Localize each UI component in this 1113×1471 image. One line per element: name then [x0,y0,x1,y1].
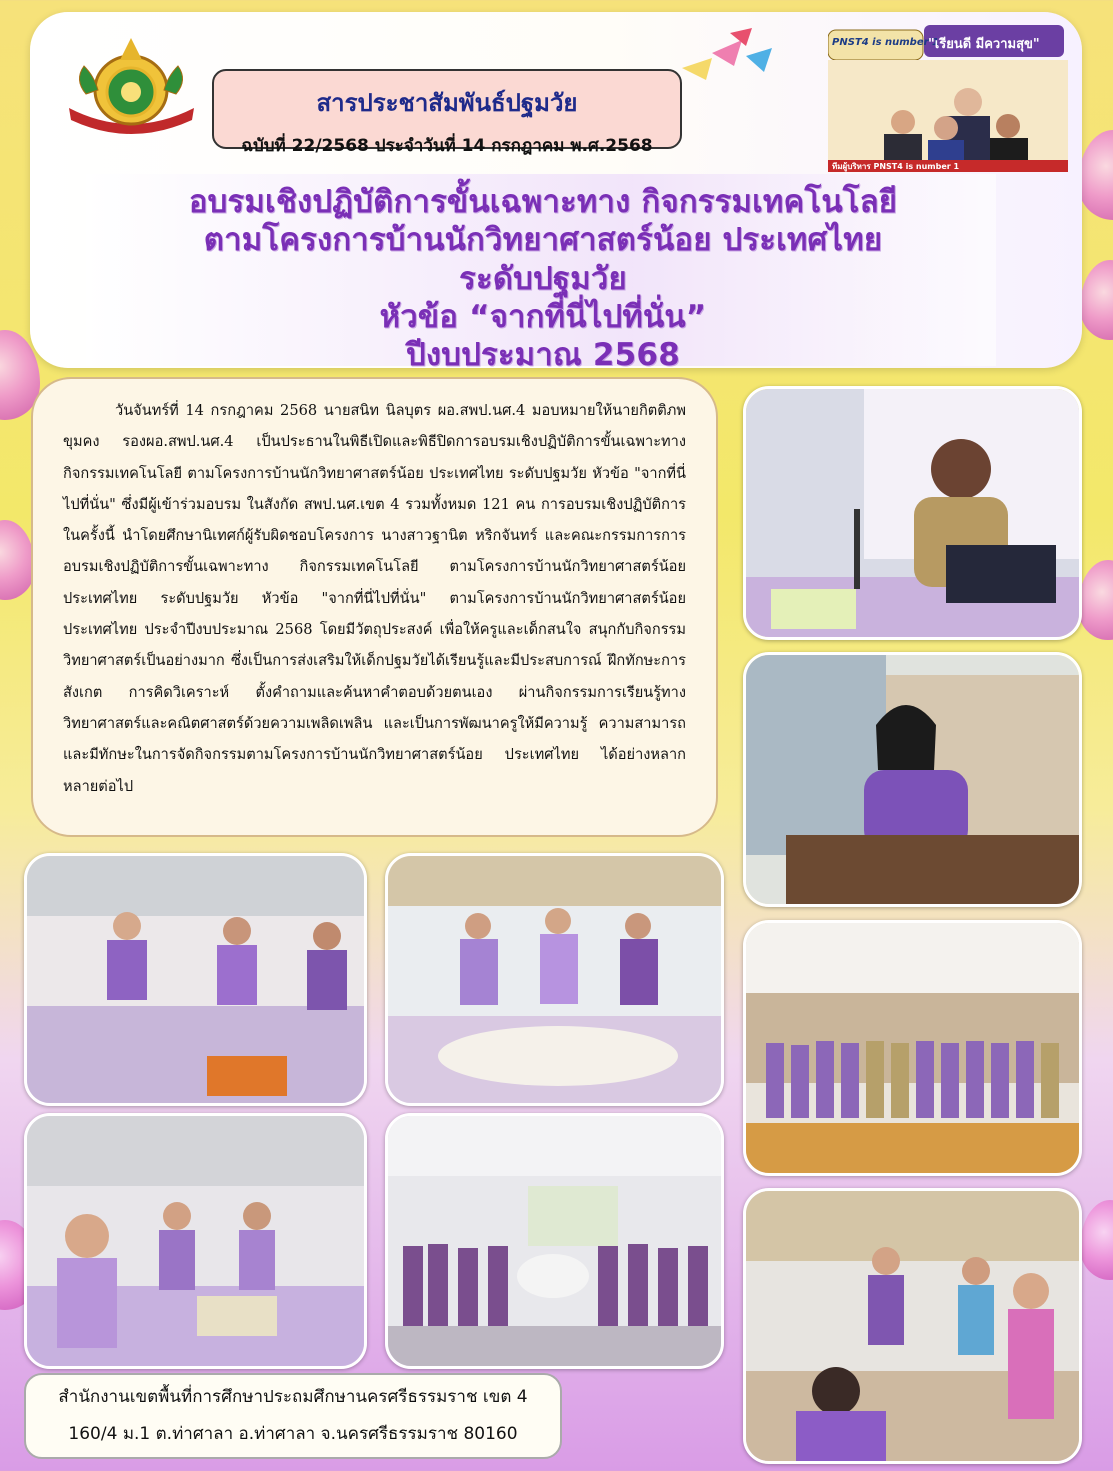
article-text: วันจันทร์ที่ 14 กรกฎาคม 2568 นายสนิท นิลบุตร ผอ.สพป.นศ.4 มอบหมายให้นายกิตติภพ ขุมคง รองผอ.สพป.นศ.4 เป็นประธานในพิธีเปิดและพิธีปิดการอบรมเชิงปฏิบัติการขั้นเฉพาะทาง กิจกรรมเทคโนโลยี ตามโครงการบ้านนักวิทยาศาสตร์น้อย ประเทศไทย ระดับปฐมวัย หัวข้อ "จากที่นี่ไปที่นั่น" ซึ่งมีผู้เข้าร่วมอบรม ในสังกัด สพป.นศ.เขต 4 รวมทั้งหมด 121 คน การอบรมเชิงปฏิบัติการในครั้งนี้ นำโดยศึกษานิเทศก์ผู้รับผิดชอบโครงการ นางสาวฐานิต หริกจันทร์ และคณะกรรมการการอบรมเชิงปฏิบัติการขั้นเฉพาะทาง กิจกรรมเทคโนโลยี ตามโครงการบ้านนักวิทยาศาสตร์น้อย ประเทศไทย ระดับปฐมวัย หัวข้อ "จากที่นี่ไปที่นั่น" ตามโครงการบ้านนักวิทยาศาสตร์น้อย ประเทศไทย ประจำปีงบประมาณ 2568 โดยมีวัตถุประสงค์ เพื่อให้ครูและเด็กสนใจ สนุกกับกิจกรรมวิทยาศาสตร์เป็นอย่างมาก ซึ่งเป็นการส่งเสริมให้เด็กปฐมวัยได้เรียนรู้และมีประสบการณ์ ฝึกทักษะการสังเกต การคิดวิเคราะห์ ตั้งคำถามและค้นหาคำตอบด้วยตนเอง ผ่านกิจกรรมการเรียนรู้ทางวิทยาศาสตร์และคณิตศาสตร์ด้วยความเพลิดเพลิน และเป็นการพัฒนาครูให้มีความรู้ ความสามารถ และมีทักษะในการจัดกิจกรรมตามโครงการบ้านนักวิทยาศาสตร์น้อย ประเทศไทย ได้อย่างหลากหลายต่อไป [31,377,718,837]
footer-office: สำนักงานเขตพื้นที่การศึกษาประถมศึกษานครศรีธรรมราช เขต 4 [58,1387,528,1407]
photo-teachers-activity-4 [743,1188,1082,1464]
photo-group-standing [743,920,1082,1176]
pnst4-banner [828,20,1068,172]
photo-teachers-activity-1 [24,853,367,1106]
newsletter-title: สารประชาสัมพันธ์ปฐมวัย [316,89,578,117]
headline-line-1: อบรมเชิงปฏิบัติการขั้นเฉพาะทาง กิจกรรมเทคโนโลยี [188,184,898,220]
pnst-text: PNST4 is number 1 [832,37,939,48]
slogan-text: "เรียนดี มีความสุข" [928,37,1040,52]
orchid-decoration [1080,260,1113,340]
headline-line-2: ตามโครงการบ้านนักวิทยาศาสตร์น้อย ประเทศไทย [203,222,883,258]
seal-logo [64,30,199,140]
newsletter-title-box [212,69,682,156]
photo-group-poster [385,1113,724,1369]
headline-line-5: ปีงบประมาณ 2568 [406,337,680,373]
pennant-flags [672,28,782,88]
headline-line-3: ระดับปฐมวัย [459,261,627,297]
orchid-decoration [1078,130,1113,220]
footer-address-box [24,1373,562,1459]
footer-address: 160/4 ม.1 ต.ท่าศาลา อ.ท่าศาลา จ.นครศรีธรรมราช 80160 [68,1424,518,1444]
photo-teachers-activity-3 [24,1113,367,1369]
photo-speaker-presenter [743,386,1082,640]
photo-teachers-activity-2 [385,853,724,1106]
orchid-decoration [1078,560,1113,640]
orchid-decoration [1080,1200,1113,1280]
photo-woman-microphone [743,652,1082,907]
headline-line-4: หัวข้อ “จากที่นี่ไปที่นั่น” [379,299,707,335]
orchid-decoration [0,520,35,600]
team-caption: ทีมผู้บริหาร PNST4 is number 1 [832,162,960,171]
newsletter-issue: ฉบับที่ 22/2568 ประจำวันที่ 14 กรกฎาคม พ.ศ.2568 [241,136,653,156]
